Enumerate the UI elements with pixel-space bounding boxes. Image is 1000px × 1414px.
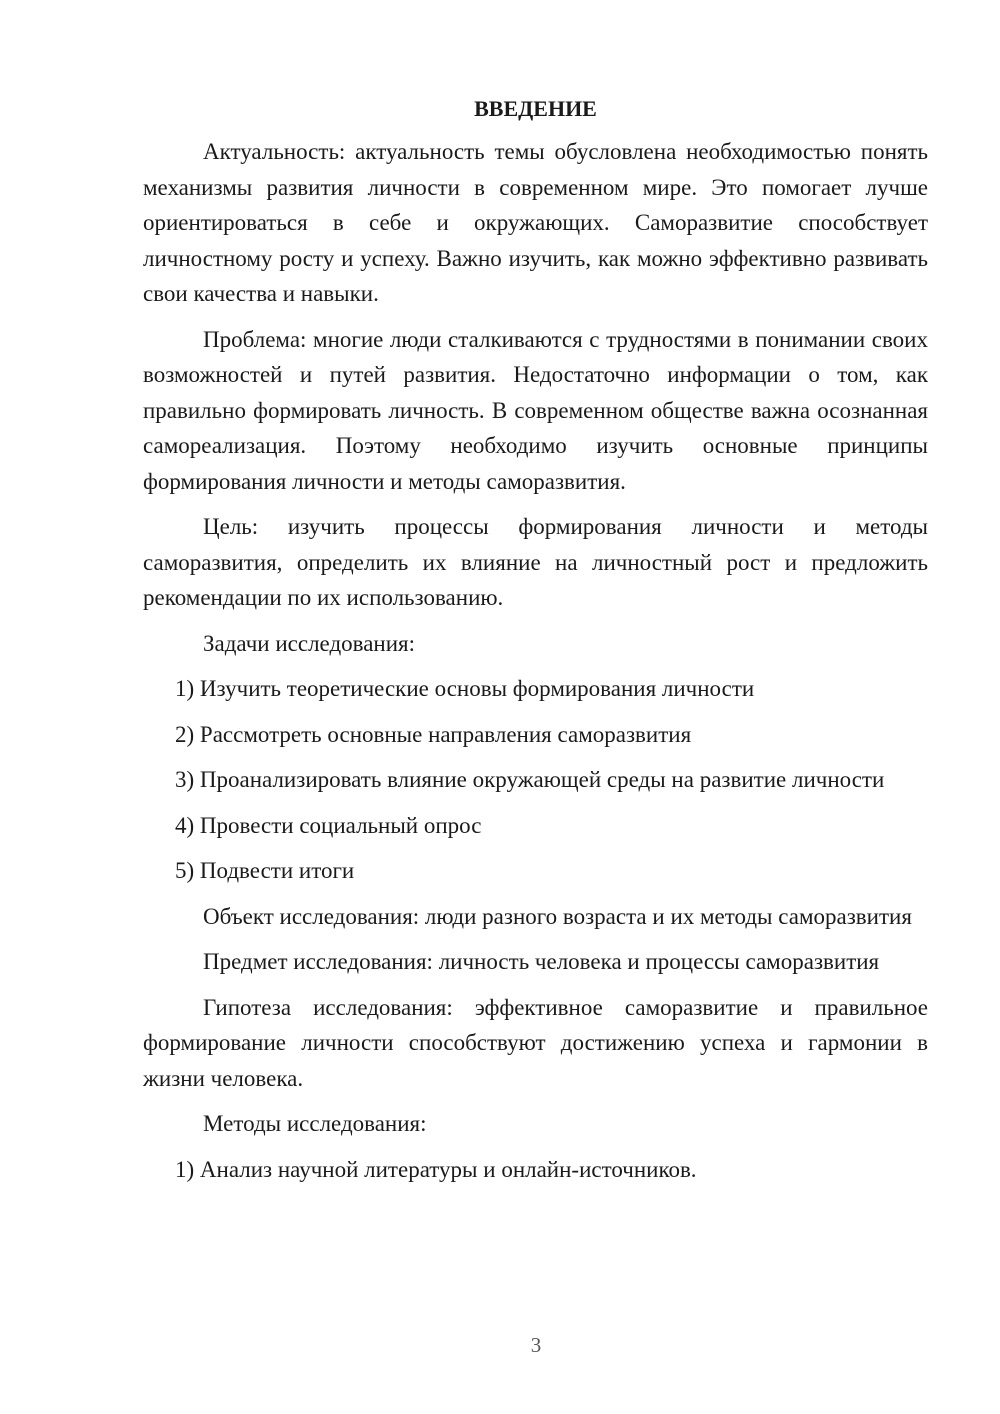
task-item: 4) Провести социальный опрос [175, 812, 482, 838]
task-item: 2) Рассмотреть основные направления саморазвития [175, 721, 692, 747]
page-title: ВВЕДЕНИЕ [474, 96, 597, 121]
task-item: 3) Проанализировать влияние окружающей среды на развитие личности [175, 767, 885, 792]
task-item: 1) Изучить теоретические основы формирования личности [175, 676, 755, 701]
hypothesis-paragraph: Гипотеза исследования: эффективное саморазвитие и правильное формирование личности способствуют достижению успеха и гармонии в жизни человека. [143, 994, 928, 1091]
goal-paragraph: Цель: изучить процессы формирования личности и методы саморазвития, определить их влияние на личностный рост и предложить рекомендации по их использованию. [143, 514, 928, 610]
object-paragraph: Объект исследования: люди разного возраста и их методы саморазвития [203, 903, 912, 929]
relevance-paragraph: Актуальность: актуальность темы обусловлена необходимостью понять механизмы развития личности в современном мире. Это помогает лучше ориентироваться в себе и окружающих. Саморазвитие способствует личностному росту и успеху. Важно изучить, как можно эффективно развивать свои качества и навыки. [143, 139, 928, 306]
problem-paragraph: Проблема: многие люди сталкиваются с трудностями в понимании своих возможностей и путей развития. Недостаточно информации о том, как правильно формировать личность. В современном обществе важна осознанная самореализация. Поэтому необходимо изучить основные принципы формирования личности и методы саморазвития. [143, 326, 928, 494]
method-item: 1) Анализ научной литературы и онлайн-источников. [175, 1156, 697, 1182]
task-item: 5) Подвести итоги [175, 858, 355, 883]
document-page [143, 90, 928, 1197]
subject-paragraph: Предмет исследования: личность человека и процессы саморазвития [203, 949, 880, 974]
tasks-title: Задачи исследования: [203, 630, 416, 656]
methods-title: Методы исследования: [203, 1111, 427, 1136]
page-number: 3 [530, 1333, 542, 1357]
